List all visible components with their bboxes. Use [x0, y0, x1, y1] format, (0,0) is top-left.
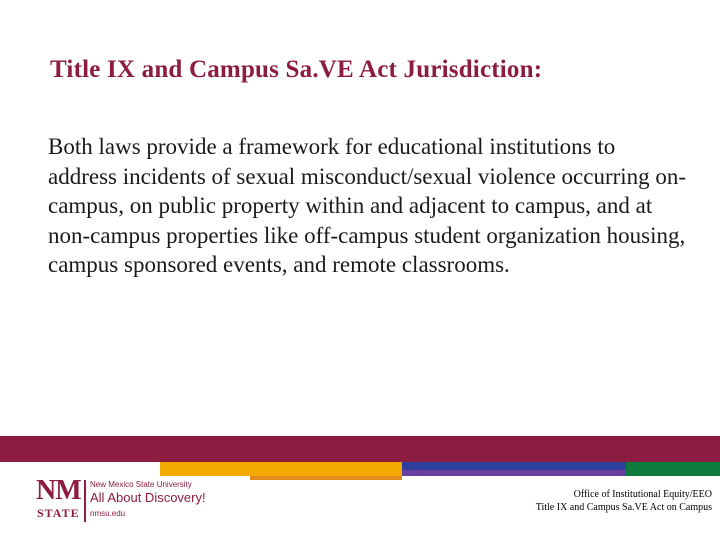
slide-title: Title IX and Campus Sa.VE Act Jurisdiction: — [50, 56, 543, 83]
slide-body-text: Both laws provide a framework for educational institutions to address incidents of sexual misconduct/sexual violence occurring on-campus, on public property within and adjacent to campus, and at non-campus properties like off-campus student organization housing, campus sponsored events, and remote classrooms. — [48, 134, 687, 277]
logo-university-name: New Mexico State University — [90, 480, 192, 489]
footer-color-band — [0, 436, 720, 480]
logo-mark-nm: NM — [36, 475, 81, 506]
nm-state-mark — [36, 476, 84, 522]
gold-stripe — [160, 462, 402, 476]
credit-office: Office of Institutional Equity/EEO — [573, 489, 712, 500]
logo-mark-state: STATE — [37, 506, 80, 520]
nmsu-logo — [36, 476, 216, 526]
footer-credit — [536, 488, 712, 514]
credit-presentation-title: Title IX and Campus Sa.VE Act on Campus — [535, 502, 712, 513]
logo-tagline: All About Discovery! — [90, 490, 206, 505]
orange-stripe — [250, 476, 402, 480]
green-stripe — [626, 462, 720, 476]
maroon-band — [0, 436, 720, 462]
purple-stripe — [402, 470, 626, 476]
logo-divider — [84, 480, 86, 522]
logo-url: nmsu.edu — [90, 509, 126, 518]
